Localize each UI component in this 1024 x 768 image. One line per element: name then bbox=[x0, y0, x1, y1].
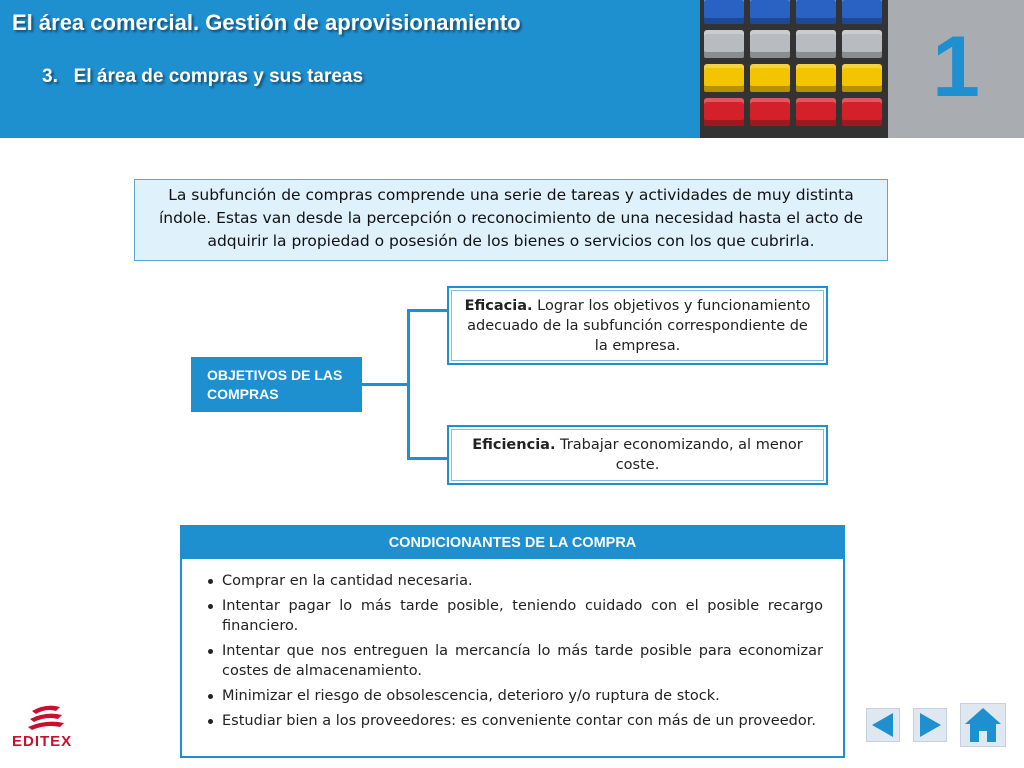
home-button[interactable] bbox=[960, 703, 1006, 747]
connector-stem bbox=[362, 383, 408, 386]
objectives-box: OBJETIVOS DE LAS COMPRAS bbox=[191, 357, 362, 412]
connector-top bbox=[407, 309, 448, 312]
header-banner bbox=[0, 0, 700, 138]
list-item: Intentar pagar lo más tarde posible, teniendo cuidado con el posible recargo financiero. bbox=[208, 596, 823, 636]
next-button[interactable] bbox=[913, 708, 947, 742]
objective-efficiency-box bbox=[447, 425, 828, 485]
objective-efficacy-box bbox=[447, 286, 828, 365]
list-item: Estudiar bien a los proveedores: es conveniente contar con más de un proveedor. bbox=[208, 711, 823, 731]
objective-efficacy-term: Eficacia. bbox=[464, 298, 533, 314]
conditions-title: CONDICIONANTES DE LA COMPRA bbox=[182, 527, 843, 559]
objective-efficiency-term: Eficiencia. bbox=[472, 437, 556, 453]
list-item: Minimizar el riesgo de obsolescencia, deterioro y/o ruptura de stock. bbox=[208, 686, 823, 706]
page-title: El área comercial. Gestión de aprovisionamiento bbox=[12, 10, 521, 35]
editex-logo-icon bbox=[26, 703, 66, 731]
arrow-right-icon bbox=[914, 709, 946, 741]
objective-efficacy-text: Lograr los objetivos y funcionamiento adecuado de la subfunción correspondiente de la empresa. bbox=[467, 298, 811, 354]
conditions-list bbox=[182, 571, 843, 731]
connector-vertical bbox=[407, 309, 410, 459]
connector-bottom bbox=[407, 457, 448, 460]
storage-bins-image bbox=[700, 0, 888, 138]
objective-efficiency-text: Trabajar economizando, al menor coste. bbox=[555, 437, 803, 473]
home-icon bbox=[961, 704, 1005, 746]
logo-text: EDITEX bbox=[12, 733, 73, 750]
previous-button[interactable] bbox=[866, 708, 900, 742]
section-subtitle: 3. El área de compras y sus tareas bbox=[42, 66, 364, 87]
list-item: Comprar en la cantidad necesaria. bbox=[208, 571, 823, 591]
list-item: Intentar que nos entreguen la mercancía lo más tarde posible para economizar costes de almacenamiento. bbox=[208, 641, 823, 681]
chapter-number: 1 bbox=[932, 19, 980, 115]
intro-text-box: La subfunción de compras comprende una serie de tareas y actividades de muy distinta índole. Estas van desde la percepción o reconocimiento de una necesidad hasta el acto de adquirir la propiedad o posesión de los bienes o servicios con los que cubrirla. bbox=[134, 179, 888, 261]
chapter-badge bbox=[888, 0, 1024, 138]
arrow-left-icon bbox=[867, 709, 899, 741]
conditions-box bbox=[180, 525, 845, 758]
editex-logo bbox=[12, 703, 82, 751]
